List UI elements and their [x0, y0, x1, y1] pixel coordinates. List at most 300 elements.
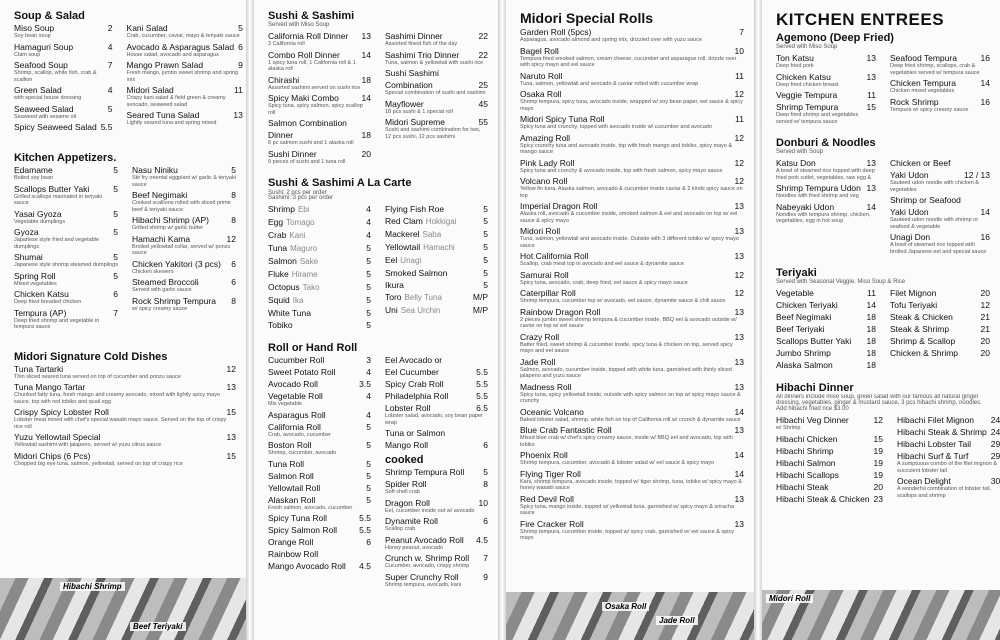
menu-item — [520, 176, 744, 199]
menu-item-price: 16 — [980, 232, 990, 242]
menu-item-price: 7 — [107, 60, 113, 70]
menu-item-description: Honey peanut, avocado — [385, 544, 444, 551]
menu-item-name: Seafood Tempura — [890, 53, 957, 63]
food-photo-strip — [0, 578, 246, 640]
menu-item-price: 4 — [366, 367, 371, 377]
menu-item-name: Chicken Katsu — [14, 289, 69, 299]
section-title-soup-salad: Soup & Salad — [14, 10, 85, 22]
sushi-dinner-list — [268, 31, 488, 167]
menu-item-description: Deep fried shrimp and vegetables served w/ tempura sauce — [776, 112, 859, 125]
menu-item-price: 13 — [734, 381, 744, 392]
menu-item-description: Broiled yellowtail collar, served w/ ponzu sauce — [132, 243, 231, 256]
menu-item-name: Scallops Butter Yaki — [776, 336, 852, 346]
menu-item-japanese-name: Tako — [302, 283, 320, 292]
hand-roll-left-column — [268, 355, 371, 590]
menu-item-name: Scallops Butter Yaki — [14, 183, 90, 194]
menu-item-description: Sushi and sashimi combination for two, 12 pcs sushi, 12 pcs sashimi — [385, 127, 481, 140]
menu-item — [520, 201, 744, 224]
menu-item-description: Spicy tuna, mango inside, topped w/ yellowtail tuna, garnished w/ spicy mayo & sriracha sauce — [520, 503, 734, 516]
menu-item — [268, 282, 371, 293]
menu-item-name: White Tuna — [268, 308, 311, 318]
menu-item — [520, 27, 744, 44]
photo-label-osaka-roll: Osaka Roll — [602, 602, 649, 611]
menu-item-price: 13 — [226, 382, 236, 392]
menu-item-japanese-name: Sake — [299, 257, 319, 266]
menu-item-name: Hibachi Steak & Shrimp — [897, 427, 987, 437]
menu-item — [385, 68, 488, 78]
section-title-agemono: Agemono (Deep Fried) — [776, 32, 894, 44]
menu-item — [14, 165, 118, 182]
a-la-carte-left-column — [268, 204, 371, 332]
menu-item — [268, 217, 371, 228]
menu-item-name: Caterpillar Roll — [520, 288, 576, 298]
menu-item-description: Mix vegetable — [268, 401, 302, 407]
agemono-list — [776, 53, 990, 127]
menu-item-description: Yellowtail sashimi with jalapeno, served w/ yuzu citrus sauce — [14, 442, 162, 448]
menu-item-description: Grilled shrimp w/ garlic butter — [132, 225, 204, 231]
menu-item — [268, 355, 371, 365]
menu-item — [14, 23, 113, 40]
menu-item — [890, 324, 990, 334]
menu-item — [776, 288, 876, 298]
menu-item-description: Special combination of sushi and sashimi — [385, 90, 486, 96]
menu-item-name: Alaskan Roll — [268, 494, 316, 505]
menu-item-price: 6 — [231, 277, 236, 287]
menu-item — [776, 348, 876, 358]
menu-item — [14, 271, 118, 288]
menu-item-description: House salad, avocado and asparagus — [126, 51, 219, 58]
menu-item-description: Vegetable dumplings — [14, 218, 66, 225]
menu-item-name: Hibachi Chicken — [776, 433, 838, 444]
menu-item — [776, 72, 876, 89]
menu-item — [520, 450, 744, 467]
menu-item-price: 3 — [366, 355, 371, 365]
menu-item — [776, 324, 876, 334]
menu-item — [14, 407, 236, 430]
menu-item — [890, 53, 990, 76]
menu-item — [14, 364, 236, 381]
menu-item-price: 4 — [366, 204, 371, 214]
menu-item-price: 8 — [231, 190, 236, 200]
menu-item-description: Scallop crab — [385, 526, 416, 532]
menu-item-description: Seaweed with sesame oil — [14, 113, 77, 120]
menu-item-price: 5 — [113, 227, 118, 237]
menu-item — [14, 432, 236, 449]
agemono-right-column — [890, 53, 990, 127]
menu-item-japanese-name: Tomago — [286, 218, 315, 227]
menu-item — [385, 498, 488, 515]
menu-item-name: Yaki Udon — [890, 207, 929, 217]
menu-item-name: Midori Chips (6 Pcs) — [14, 450, 91, 461]
menu-item-price: 16 — [980, 53, 990, 63]
menu-item-name: Kani Salad — [126, 23, 168, 33]
menu-item-name: Hibachi Steak & Chicken — [776, 493, 870, 504]
menu-item-japanese-name: Hirame — [291, 270, 318, 279]
menu-item-name: Tuna — [268, 243, 288, 253]
menu-item — [520, 307, 744, 330]
menu-item — [132, 277, 236, 294]
menu-item-name: Samurai Roll — [520, 269, 569, 280]
menu-item-price: 12 — [734, 157, 744, 168]
menu-item-description: Fresh mango, jumbo sweet shrimp and spring mix — [126, 70, 239, 83]
menu-item-price: 5 — [366, 458, 371, 469]
menu-item-name: Sashimi Dinner — [385, 31, 443, 41]
menu-item — [14, 451, 236, 468]
menu-item-description: Chicken skewers — [132, 268, 174, 275]
menu-item-price: 6 — [113, 289, 118, 299]
menu-item-name: Midori Roll — [520, 226, 561, 236]
menu-item-description: Grilled scallops marinated in teriyaki sauce — [14, 193, 103, 206]
menu-item-description: Deep fried breaded chicken — [14, 299, 82, 305]
menu-item-price: 5.5 — [476, 367, 488, 377]
menu-item-price: 18 — [361, 130, 371, 140]
menu-item-price: 4 — [107, 41, 113, 52]
menu-item-name: Chicken Tempura — [890, 78, 956, 88]
menu-item-price: 18 — [361, 74, 371, 85]
menu-item-name: Philadelphia Roll — [385, 391, 449, 401]
menu-item-price: 29 — [990, 439, 1000, 449]
menu-item — [890, 348, 990, 358]
menu-item-name: Squid — [268, 295, 290, 305]
menu-item-price: 4 — [366, 217, 371, 227]
menu-item — [268, 440, 371, 457]
menu-item-price: 22 — [478, 49, 488, 60]
menu-item-name: Tuna or Salmon — [385, 428, 446, 438]
menu-item-price: 18 — [866, 312, 876, 322]
menu-item — [385, 367, 488, 377]
a-la-carte-note-sushi: Sushi: 2 pcs per order — [268, 190, 327, 196]
menu-item-name: Spicy Tuna Roll — [268, 513, 328, 523]
menu-item-name: Tuna Tartarki — [14, 363, 64, 374]
section-subtitle-hibachi: All dinners include miso soup, green salad with our famous all natural ginger dressing, vegetables, ginger & mustard sauce, 3 pcs hibachi shrimp, noodles. Add hibachi fried rice $3.00 — [776, 394, 982, 412]
menu-item — [897, 415, 1000, 425]
menu-item-description: Boiled soy bean — [14, 175, 54, 181]
menu-item-price: 4 — [366, 230, 371, 240]
menu-item-price: 13 — [866, 158, 876, 168]
menu-item-description: Noodles with tempura shrimp, chicken, vegetables, egg in hot soup — [776, 211, 871, 224]
section-subtitle-donburi: Served with Soup — [776, 149, 824, 155]
menu-item — [890, 300, 990, 310]
menu-item-name: Rainbow Dragon Roll — [520, 306, 601, 317]
menu-item-price: 5 — [483, 204, 488, 214]
menu-item-price: 24 — [990, 427, 1000, 437]
menu-item-name: Shrimp Tempura — [776, 102, 839, 112]
menu-item-price: 9 — [483, 571, 488, 582]
menu-item-price: 13 — [734, 331, 744, 342]
menu-item-name: Rock Shrimp Tempura — [132, 295, 216, 306]
menu-item-price: 11 — [867, 90, 876, 100]
menu-item-price: 5 — [366, 308, 371, 318]
appetizers-left-column — [14, 165, 118, 333]
menu-item-price: 13 — [734, 356, 744, 367]
menu-item-price: 13 — [734, 226, 744, 236]
menu-item-price: 6 — [483, 516, 488, 526]
menu-item-price: 15 — [866, 102, 876, 112]
menu-item-price: 13 — [734, 306, 744, 317]
menu-item-name: Steak & Shrimp — [890, 324, 950, 334]
menu-item-price: 11 — [234, 85, 243, 95]
menu-item-name: Hamachi Kama — [132, 233, 191, 244]
menu-item-price: 11 — [735, 70, 744, 81]
menu-item-name: Ton Katsu — [776, 53, 814, 63]
menu-item — [520, 46, 744, 69]
menu-item-price: 2 — [107, 23, 113, 33]
menu-item-price: 5 — [483, 242, 488, 252]
menu-item-name: Mango Avocado Roll — [268, 561, 346, 571]
menu-item-description: Deep fried pork — [776, 63, 814, 69]
menu-item-name: Spicy Seaweed Salad — [14, 122, 97, 132]
menu-item — [520, 226, 744, 249]
menu-panel-4 — [762, 0, 1000, 640]
menu-item-price: 5 — [366, 243, 371, 253]
menu-item-price: 4 — [107, 85, 113, 95]
menu-item-description: Japanese style fried and vegetable dumplings — [14, 237, 100, 250]
menu-item-name: Ikura — [385, 280, 404, 290]
menu-item — [776, 102, 876, 125]
menu-item — [268, 149, 371, 166]
menu-item-name: Chicken & Shrimp — [890, 348, 959, 358]
menu-item — [268, 537, 371, 547]
section-title-appetizers: Kitchen Appetizers. — [14, 152, 117, 164]
menu-item — [268, 308, 371, 318]
menu-item-price: 5 — [483, 467, 488, 477]
menu-item-description: with special house dressing — [14, 95, 82, 101]
menu-item-name: Beef Negimaki — [776, 312, 832, 322]
menu-item-name: Dragon Roll — [385, 497, 430, 508]
menu-item-name: Midori Spicy Tuna Roll — [520, 114, 605, 124]
menu-item-name: Dynamite Roll — [385, 516, 438, 526]
menu-item-price: 5 — [107, 103, 113, 114]
menu-item — [776, 158, 876, 181]
menu-item — [520, 288, 744, 305]
menu-item-price: 18 — [866, 348, 876, 358]
menu-item — [776, 482, 883, 492]
menu-item-price: 5 — [366, 440, 371, 450]
menu-item-price: 5 — [113, 183, 118, 194]
menu-item-description: Clam soup — [14, 51, 41, 58]
menu-item-japanese-name: Saba — [422, 230, 442, 239]
menu-item-name: Oceanic Volcano — [520, 406, 584, 417]
menu-item-name: Mackerel — [385, 229, 420, 239]
menu-panel-2 — [254, 0, 498, 640]
menu-item-price: 5 — [231, 165, 236, 175]
menu-item-name: Eel Avocado or — [385, 355, 443, 365]
menu-item — [268, 459, 371, 469]
menu-item-name: Chirashi — [268, 74, 300, 85]
cooked-rolls-list — [385, 467, 488, 588]
menu-item — [268, 379, 371, 389]
hibachi-left-column — [776, 415, 883, 506]
menu-item-name: Super Crunchy Roll — [385, 571, 459, 582]
menu-item-price: 20 — [980, 288, 990, 298]
menu-item — [268, 75, 371, 92]
appetizers-right-column — [132, 165, 236, 333]
menu-item-price: 15 — [226, 450, 236, 461]
menu-item-price: 5 — [113, 270, 118, 281]
menu-item — [268, 391, 371, 408]
menu-item-description: Tuna, salmon, yellowtail and avocado inside. Outside with 3 different tobiko w/ spicy mayo sauce — [520, 236, 739, 249]
menu-item-name: Yuzu Yellowtail Special — [14, 432, 101, 442]
soup-salad-right-column — [127, 23, 243, 134]
menu-item — [385, 391, 488, 401]
menu-item — [890, 288, 990, 298]
menu-item-description: 1 spicy tuna roll, 1 California roll & 1 alaska roll — [268, 59, 356, 72]
menu-item — [268, 93, 371, 116]
menu-item-description: Spicy tuna and crunchy, topped with avocado inside w/ cucumber and avocado — [520, 124, 712, 130]
menu-item — [776, 300, 876, 310]
section-title-teriyaki: Teriyaki — [776, 267, 817, 279]
menu-item-description: Chunked fatty tuna, fresh mango and creamy avocado, mixed with lightly spicy mayo sauce, top with red tobiko and quail egg — [14, 392, 221, 405]
menu-item-description: Lobster meat mixed with chef's special wasabi mayo sauce. Served on the top of crispy rice roll — [14, 417, 227, 430]
menu-item-price: 13 — [734, 251, 744, 261]
menu-item-price: 3.5 — [359, 379, 371, 389]
menu-item-price: M/P — [472, 292, 488, 302]
menu-item — [268, 130, 371, 147]
section-subtitle-sushi-sashimi: Served with Miso Soup — [268, 22, 330, 28]
menu-item-price: 12 — [980, 300, 990, 310]
menu-item — [268, 230, 371, 241]
menu-item-name: Spicy Salmon Roll — [268, 525, 337, 535]
menu-item — [890, 336, 990, 346]
menu-item — [268, 256, 371, 267]
menu-item-description: Tempura fried smoked salmon, cream cheese, cucumber and asparagus roll, drizzle over with spicy mayo and eel sauce — [520, 55, 737, 68]
menu-item-description: Asparagus, avocado almond and spring mix, drizzled over with yuzu sauce — [520, 37, 702, 43]
menu-item-name: Tobiko — [268, 320, 293, 330]
menu-item — [132, 234, 236, 257]
menu-item — [127, 23, 243, 40]
agemono-left-column — [776, 53, 876, 127]
menu-item-name: Imperial Dragon Roll — [520, 201, 598, 211]
menu-item — [385, 292, 488, 303]
menu-item-name: Seaweed Salad — [14, 103, 74, 114]
menu-item — [776, 53, 876, 70]
menu-item-name: Chicken Teriyaki — [776, 300, 838, 310]
menu-item-price: 12 — [873, 415, 884, 425]
menu-item-name: Hibachi Lobster Tail — [897, 439, 972, 449]
menu-item — [14, 289, 118, 306]
menu-item-price: 13 — [734, 425, 744, 435]
menu-item — [520, 270, 744, 287]
menu-item-price: 25 — [478, 80, 488, 90]
menu-item-description: A sumptuous combo of the filet mignon & succulent lobster tail — [897, 461, 997, 474]
section-title-kitchen-entrees: KITCHEN ENTREES — [776, 10, 945, 29]
menu-item-price: 11 — [867, 288, 876, 298]
menu-item — [890, 97, 990, 114]
menu-item — [520, 494, 744, 517]
teriyaki-left-column — [776, 288, 876, 372]
menu-item-price: 5.5 — [476, 379, 488, 389]
menu-item-price: 21 — [980, 312, 990, 322]
menu-item — [14, 104, 113, 121]
menu-item-price: 5 — [366, 421, 371, 432]
menu-item — [520, 133, 744, 156]
menu-item-price: 8 — [231, 295, 236, 306]
menu-item — [385, 305, 488, 316]
menu-item-description: Chicken mixed vegetables — [890, 88, 955, 94]
menu-item-name: Orange Roll — [268, 537, 314, 547]
menu-item-name: Flying Tiger Roll — [520, 468, 581, 479]
menu-item-name: Filet Mignon — [890, 288, 937, 298]
menu-item — [385, 379, 488, 389]
menu-item-price: 5 — [366, 295, 371, 305]
menu-item — [776, 336, 876, 346]
menu-item — [776, 494, 883, 504]
menu-item-name: Shrimp — [268, 204, 295, 214]
menu-item-name: Shumai — [14, 252, 43, 262]
menu-item-description: 9 pieces of sushi and 1 tuna roll — [268, 158, 346, 165]
menu-item-price: 14 — [980, 78, 990, 88]
menu-item-name: Hibachi Filet Mignon — [897, 415, 975, 425]
menu-item — [268, 50, 371, 73]
menu-item-name: Mango Prawn Salad — [126, 60, 204, 70]
menu-item-price: 4.5 — [359, 561, 371, 571]
menu-item-price: 24 — [990, 415, 1000, 425]
menu-item-price: 15 — [873, 433, 884, 444]
menu-item-price: 14 — [734, 450, 744, 460]
menu-item-name: Beef Teriyaki — [776, 324, 825, 334]
menu-item-name: Amazing Roll — [520, 132, 571, 143]
menu-item-price: 8 — [231, 215, 236, 225]
menu-item-description: Spicy tuna, spicy yellowtail inside, outside with spicy salmon on top w/ spicy mayo sauce & crunchy — [520, 391, 741, 404]
menu-item-price: 16 — [980, 96, 990, 107]
menu-item-description: A bowl of steamed rice topped with broiled Japanese eel and special sauce — [890, 242, 987, 255]
menu-item-price: 9 — [238, 60, 243, 70]
menu-item — [385, 117, 488, 140]
menu-item — [385, 80, 488, 97]
menu-item-price: 11 — [735, 114, 744, 124]
section-title-sushi-sashimi: Sushi & Sashimi — [268, 10, 355, 22]
menu-item-name: Rock Shrimp — [890, 96, 939, 107]
menu-item-price: 5 — [483, 255, 488, 265]
menu-item-name: Ocean Delight — [897, 476, 951, 486]
menu-item-price: 13 — [361, 31, 371, 41]
menu-item — [520, 407, 744, 424]
menu-item-price: 12 — [226, 233, 236, 244]
menu-item — [385, 428, 488, 438]
menu-item — [385, 516, 488, 533]
menu-item-name: Sashimi Trio Dinner — [385, 49, 460, 60]
menu-item-price: 18 — [866, 336, 876, 346]
menu-item-name: Spring Roll — [14, 270, 56, 281]
menu-item-description: w/ spicy creamy sauce — [132, 305, 188, 312]
menu-item-description: 2 pieces jumbo sweet shrimp tempura & cucumber inside, BBQ eel & avocado outside w/ caviar on top w/ eel sauce — [520, 316, 737, 329]
special-rolls-list — [520, 27, 744, 542]
menu-item-description: Noodles with fried shrimp and veg — [776, 193, 859, 199]
menu-item — [127, 60, 243, 83]
menu-item-price: 12 — [734, 132, 744, 143]
menu-item-description: Deep fried chicken breast — [776, 81, 839, 88]
menu-item-name: Avocado & Asparagus Salad — [126, 41, 235, 52]
menu-item — [897, 451, 1000, 474]
photo-label-hibachi-shrimp: Hibachi Shrimp — [60, 582, 125, 591]
menu-item-description: Tuna, salmon & yellowtail with sushi rice — [385, 59, 484, 66]
menu-item-price: 5.5 — [476, 391, 488, 401]
menu-item-description: 3 California roll — [268, 41, 305, 47]
menu-item-name: Mayflower — [385, 98, 424, 109]
menu-item-price: 6 — [366, 537, 371, 547]
menu-item — [268, 118, 371, 128]
menu-item-description: Cucumber, avocado, crispy shrimp — [385, 563, 470, 569]
food-photo-strip — [762, 590, 1000, 640]
menu-item-name: Hibachi Shrimp (AP) — [132, 215, 209, 225]
menu-item-description: Tuna, salmon, yellowtail and avocado & caviar rolled with cucumber wrap — [520, 80, 699, 87]
section-title-hibachi: Hibachi Dinner — [776, 382, 854, 394]
menu-item-name: Salmon — [268, 256, 297, 266]
menu-item — [776, 446, 883, 456]
menu-item-price: 20 — [873, 481, 884, 492]
sushi-dinner-right-column — [385, 31, 488, 167]
menu-item — [385, 99, 488, 116]
